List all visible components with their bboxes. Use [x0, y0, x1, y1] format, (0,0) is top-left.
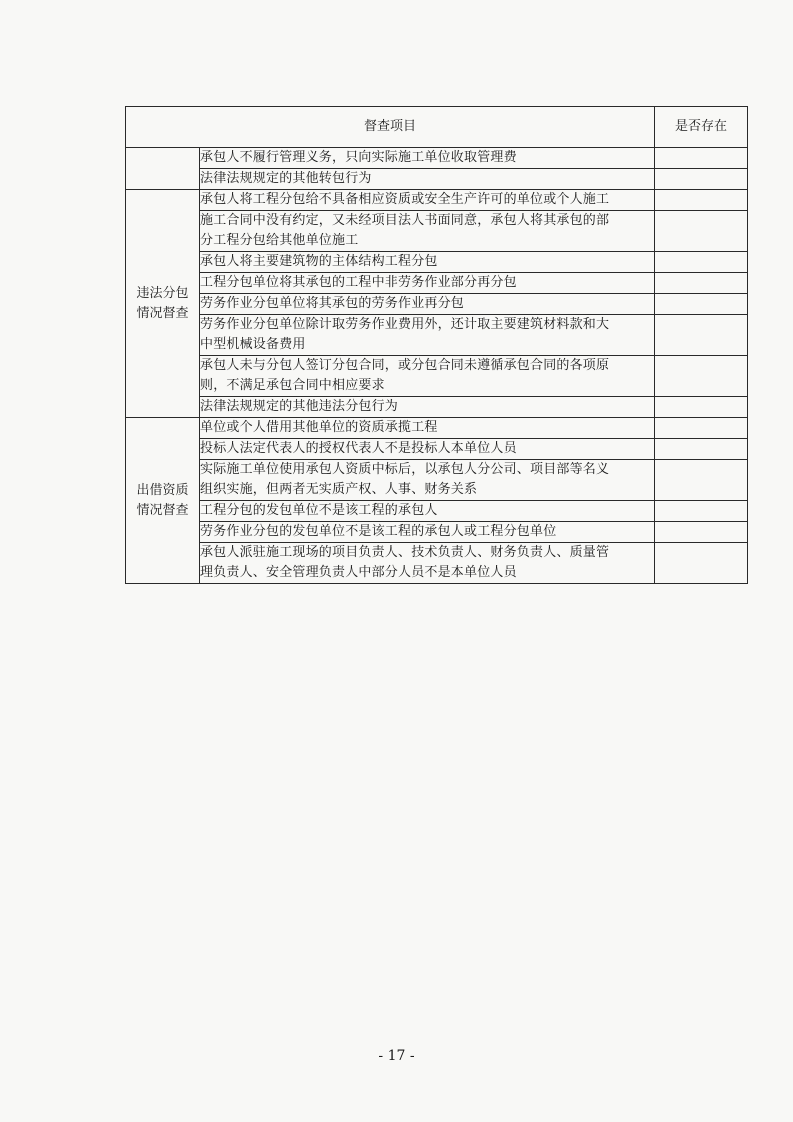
table-row — [126, 190, 748, 211]
inspection-item-text: 承包人将工程分包给不具备相应资质或安全生产许可的单位或个人施工 — [200, 192, 610, 207]
exists-cell[interactable] — [655, 460, 748, 501]
header-inspection-item: 督查项目 — [126, 107, 655, 148]
exists-cell[interactable] — [655, 315, 748, 356]
table-row — [126, 273, 748, 294]
inspection-item-text: 承包人派驻施工现场的项目负责人、技术负责人、财务负责人、质量管 — [200, 545, 610, 560]
inspection-item-text: 则，不满足承包合同中相应要求 — [200, 378, 385, 393]
inspection-item-text: 承包人不履行管理义务，只向实际施工单位收取管理费 — [200, 150, 517, 165]
exists-cell[interactable] — [655, 190, 748, 211]
header-exists: 是否存在 — [655, 107, 748, 148]
inspection-item-text: 工程分包单位将其承包的工程中非劳务作业部分再分包 — [200, 275, 517, 290]
inspection-item-cell — [200, 543, 655, 584]
category-label: 违法分包 — [136, 285, 189, 301]
inspection-item-text: 施工合同中没有约定，又未经项目法人书面同意，承包人将其承包的部 — [200, 213, 610, 228]
inspection-item-cell — [200, 294, 655, 315]
inspection-item-text: 承包人将主要建筑物的主体结构工程分包 — [200, 254, 438, 269]
exists-cell[interactable] — [655, 418, 748, 439]
inspection-item-cell — [200, 252, 655, 273]
category-label: 情况督查 — [136, 305, 189, 321]
table-header-row — [126, 107, 748, 148]
inspection-item-cell — [200, 522, 655, 543]
table-row — [126, 439, 748, 460]
inspection-item-cell — [200, 169, 655, 190]
category-cell — [126, 190, 200, 418]
exists-cell[interactable] — [655, 501, 748, 522]
category-label: 情况督查 — [136, 502, 189, 518]
table-row — [126, 397, 748, 418]
inspection-item-text: 组织实施，但两者无实质产权、人事、财务关系 — [200, 482, 478, 497]
inspection-item-text: 单位或个人借用其他单位的资质承揽工程 — [200, 420, 438, 435]
table-row — [126, 294, 748, 315]
exists-cell[interactable] — [655, 356, 748, 397]
exists-cell[interactable] — [655, 543, 748, 584]
exists-cell[interactable] — [655, 148, 748, 169]
table-row — [126, 356, 748, 397]
table-row — [126, 148, 748, 169]
inspection-item-cell — [200, 460, 655, 501]
inspection-item-cell — [200, 148, 655, 169]
inspection-item-cell — [200, 356, 655, 397]
table-row — [126, 522, 748, 543]
inspection-item-text: 劳务作业分包单位除计取劳务作业费用外，还计取主要建筑材料款和大 — [200, 317, 610, 332]
inspection-item-text: 工程分包的发包单位不是该工程的承包人 — [200, 503, 438, 518]
exists-cell[interactable] — [655, 522, 748, 543]
inspection-item-text: 劳务作业分包单位将其承包的劳务作业再分包 — [200, 296, 465, 311]
inspection-item-text: 法律法规规定的其他违法分包行为 — [200, 399, 399, 414]
exists-cell[interactable] — [655, 294, 748, 315]
inspection-item-cell — [200, 211, 655, 252]
inspection-item-text: 承包人未与分包人签订分包合同，或分包合同未遵循承包合同的各项原 — [200, 358, 610, 373]
table-row — [126, 169, 748, 190]
inspection-item-cell — [200, 315, 655, 356]
table-row — [126, 543, 748, 584]
inspection-item-text: 投标人法定代表人的授权代表人不是投标人本单位人员 — [200, 441, 517, 456]
inspection-item-cell — [200, 501, 655, 522]
inspection-item-text: 理负责人、安全管理负责人中部分人员不是本单位人员 — [200, 565, 517, 580]
table-row — [126, 418, 748, 439]
category-cell — [126, 148, 200, 190]
inspection-table — [125, 106, 748, 584]
category-cell — [126, 418, 200, 584]
exists-cell[interactable] — [655, 169, 748, 190]
exists-cell[interactable] — [655, 273, 748, 294]
inspection-item-cell — [200, 190, 655, 211]
inspection-item-text: 劳务作业分包的发包单位不是该工程的承包人或工程分包单位 — [200, 524, 557, 539]
exists-cell[interactable] — [655, 397, 748, 418]
inspection-item-cell — [200, 439, 655, 460]
inspection-item-cell — [200, 273, 655, 294]
exists-cell[interactable] — [655, 211, 748, 252]
table-row — [126, 315, 748, 356]
inspection-item-text: 中型机械设备费用 — [200, 337, 306, 352]
inspection-item-text: 分工程分包给其他单位施工 — [200, 233, 359, 248]
category-label: 出借资质 — [136, 482, 189, 498]
table-row — [126, 252, 748, 273]
page-number: - 17 - — [378, 1048, 415, 1064]
table-row — [126, 211, 748, 252]
inspection-item-text: 实际施工单位使用承包人资质中标后，以承包人分公司、项目部等名义 — [200, 462, 610, 477]
inspection-item-cell — [200, 397, 655, 418]
exists-cell[interactable] — [655, 439, 748, 460]
table-row — [126, 501, 748, 522]
inspection-item-cell — [200, 418, 655, 439]
table-body — [126, 148, 748, 584]
table-row — [126, 460, 748, 501]
inspection-item-text: 法律法规规定的其他转包行为 — [200, 171, 372, 186]
exists-cell[interactable] — [655, 252, 748, 273]
